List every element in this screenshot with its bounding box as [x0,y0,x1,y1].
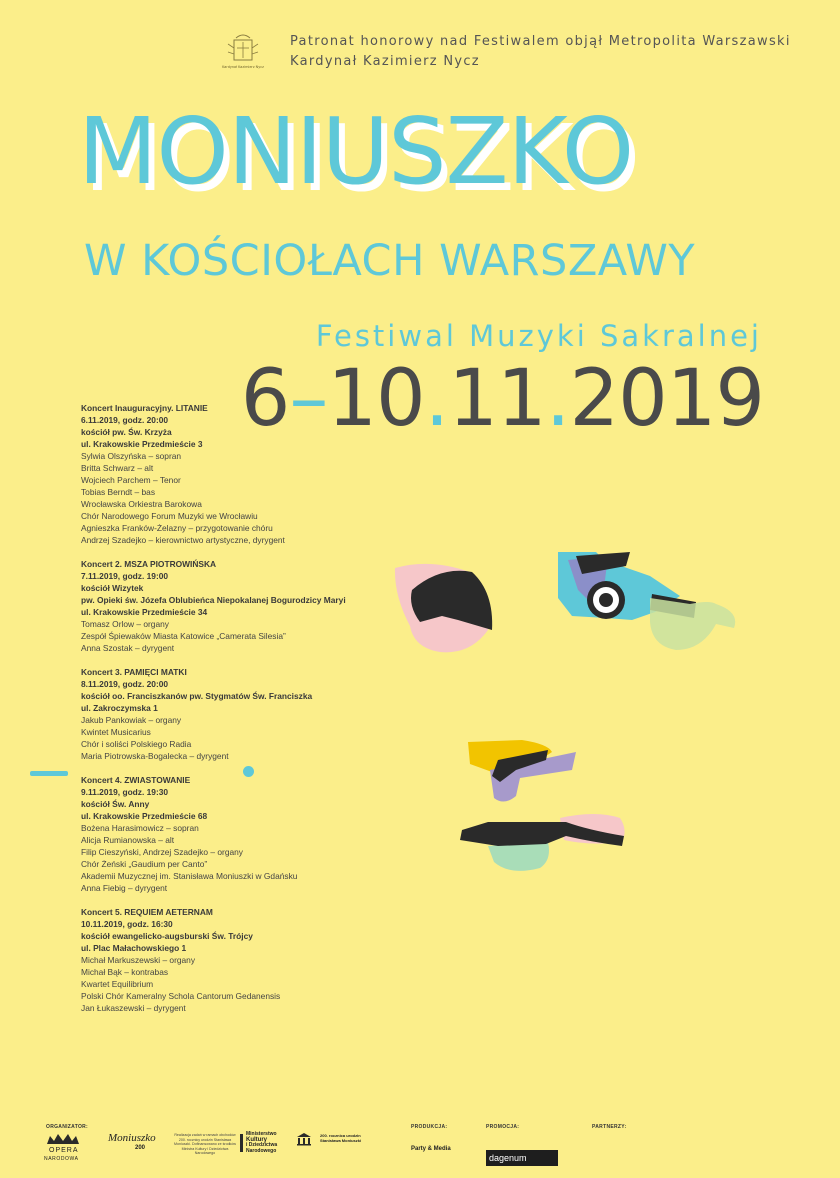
performer-line: Anna Szostak – dyrygent [81,643,175,653]
date-day-end: 10 [327,354,425,444]
concert-info-line: Koncert 3. PAMIĘCI MATKI [81,667,187,677]
concert-info-line: Koncert 5. REQUIEM AETERNAM [81,907,213,917]
performer-line: Chór Żeński „Gaudium per Canto” [81,859,208,869]
concert-info-line: pw. Opieki św. Józefa Oblubieńca Niepokalanej Bogurodzicy Maryi [81,595,346,605]
performer-line: Maria Piotrowska-Bogalecka – dyrygent [81,751,229,761]
footer-logos [0,1118,840,1178]
right-eye-pupil [599,593,613,607]
production-label: PRODUKCJA: [411,1124,448,1130]
patronage-line-2: Kardynał Kazimierz Nycz [290,54,480,69]
performer-line: Wrocławska Orkiestra Barokowa [81,499,202,509]
concert-block [81,774,381,894]
concert-info-line: ul. Krakowskie Przedmieście 3 [81,439,203,449]
concert-info-line: Koncert 4. ZWIASTOWANIE [81,775,191,785]
unesco-temple-icon [296,1132,312,1146]
ministry-line-1: Ministerstwo [246,1131,277,1137]
abstract-face-illustration [380,540,760,880]
ministry-line-3: i Dziedzictwa [246,1142,278,1148]
ministry-line-2: Kultury [246,1136,267,1143]
right-eye-green-shape [650,598,735,650]
performer-line: Polski Chór Kameralny Schola Cantorum Gedanensis [81,991,281,1001]
performer-line: Chór Narodowego Forum Muzyki we Wrocławiu [81,511,258,521]
date-start: 6 [240,354,290,444]
date-year: 2019 [569,354,764,444]
festival-name: Festiwal Muzyki Sakralnej [315,319,762,353]
concert-info-line: 7.11.2019, godz. 19:00 [81,571,169,581]
date-dot-2: . [545,354,570,444]
performer-line: Chór i soliści Polskiego Radia [81,739,192,749]
decorative-dot [243,766,254,777]
promotion-label: PROMOCJA: [486,1124,520,1130]
date-month: 11 [448,354,546,444]
opera-logo-line-1: OPERA [49,1147,79,1154]
date-dot-1: . [424,354,449,444]
opera-crown-icon [46,1133,80,1145]
performer-line: Britta Schwarz – alt [81,463,154,473]
concert-info-line: kościół Wizytek [81,583,144,593]
performer-line: Kwartet Equilibrium [81,979,154,989]
concert-info-line: kościół oo. Franciszkanów pw. Stygmatów Św. Franciszka [81,691,313,701]
opera-logo-line-2: NARODOWA [44,1156,79,1162]
cardinal-crest-icon [222,32,264,74]
concert-info-line: 8.11.2019, godz. 20:00 [81,679,169,689]
patronage-line-1: Patronat honorowy nad Festiwalem objął Metropolita Warszawski [290,34,791,49]
poster-title: MONIUSZKO [78,98,634,205]
concert-block [81,666,381,762]
concert-block [81,402,381,546]
performer-line: Michał Bąk – kontrabas [81,967,169,977]
concert-info-line: ul. Krakowskie Przedmieście 68 [81,811,208,821]
performer-line: Jan Łukaszewski – dyrygent [81,1003,186,1013]
performer-line: Anna Fiebig – dyrygent [81,883,168,893]
performer-line: Alicja Rumianowska – alt [81,835,175,845]
performer-line: Agnieszka Franków-Żelazny – przygotowanie chóru [81,523,273,533]
partners-label: PARTNERZY: [592,1124,627,1130]
ministry-line-4: Narodowego [246,1147,277,1154]
poster-subtitle: W KOŚCIOŁACH WARSZAWY [84,236,696,286]
unesco-line-1: 200. rocznica urodzin [320,1133,361,1138]
funding-note: Realizacja zadań w ramach obchodów 200. rocznicy urodzin Stanisława Moniuszki. Dofinansowano ze środków Ministra Kultury i Dziedzictwa Narodowego [174,1133,236,1156]
performer-line: Jakub Pankowiak – organy [81,715,182,725]
date-separator: – [289,354,328,444]
performer-line: Wojciech Parchem – Tenor [81,475,181,485]
concert-info-line: 9.11.2019, godz. 19:30 [81,787,169,797]
unesco-line-2: Stanisława Moniuszki [320,1138,362,1143]
performer-line: Kwintet Musicarius [81,727,151,737]
concert-info-line: Koncert Inauguracyjny. LITANIE [81,403,208,413]
concert-program [81,402,381,1026]
ministry-logo [246,1132,277,1154]
concert-info-line: kościół Św. Anny [81,799,150,809]
ministry-logo-bar [240,1134,243,1152]
performer-line: Sylwia Olszyńska – sopran [81,451,182,461]
performer-line: Akademii Muzycznej im. Stanisława Moniuszki w Gdańsku [81,871,298,881]
concert-info-line: Koncert 2. MSZA PIOTROWIŃSKA [81,559,217,569]
performer-line: Tomasz Orlow – organy [81,619,169,629]
decorative-dash [30,771,68,776]
concert-info-line: kościół pw. Św. Krzyża [81,427,172,437]
moniuszko-200-number: 200 [135,1145,146,1151]
honorary-patronage [290,32,791,72]
performer-line: Zespół Śpiewaków Miasta Katowice „Camerata Silesia” [81,631,286,641]
concert-info-line: ul. Krakowskie Przedmieście 34 [81,607,208,617]
concert-info-line: 6.11.2019, godz. 20:00 [81,415,169,425]
performer-line: Michał Markuszewski – organy [81,955,196,965]
performer-line: Filip Cieszyński, Andrzej Szadejko – organy [81,847,243,857]
crest-caption: Kardynał Kazimierz Nycz [222,65,264,69]
performer-line: Andrzej Szadejko – kierownictwo artystyczne, dyrygent [81,535,285,545]
concert-block [81,906,381,1014]
unesco-logo-text [320,1133,361,1143]
concert-info-line: ul. Plac Małachowskiego 1 [81,943,187,953]
mouth-green-shape [488,842,549,871]
concert-info-line: ul. Zakroczymska 1 [81,703,158,713]
concert-block [81,558,381,654]
performer-line: Bożena Harasimowicz – sopran [81,823,199,833]
production-name: Party & Media [411,1146,451,1152]
performer-line: Tobias Berndt – bas [81,487,156,497]
moniuszko-200-logo: Moniuszko [108,1132,156,1144]
promotion-logo: dagenum [486,1150,558,1166]
organizer-label: ORGANIZATOR: [46,1124,89,1130]
concert-info-line: kościół ewangelicko-augsburski Św. Trójcy [81,931,253,941]
concert-info-line: 10.11.2019, godz. 16:30 [81,919,173,929]
